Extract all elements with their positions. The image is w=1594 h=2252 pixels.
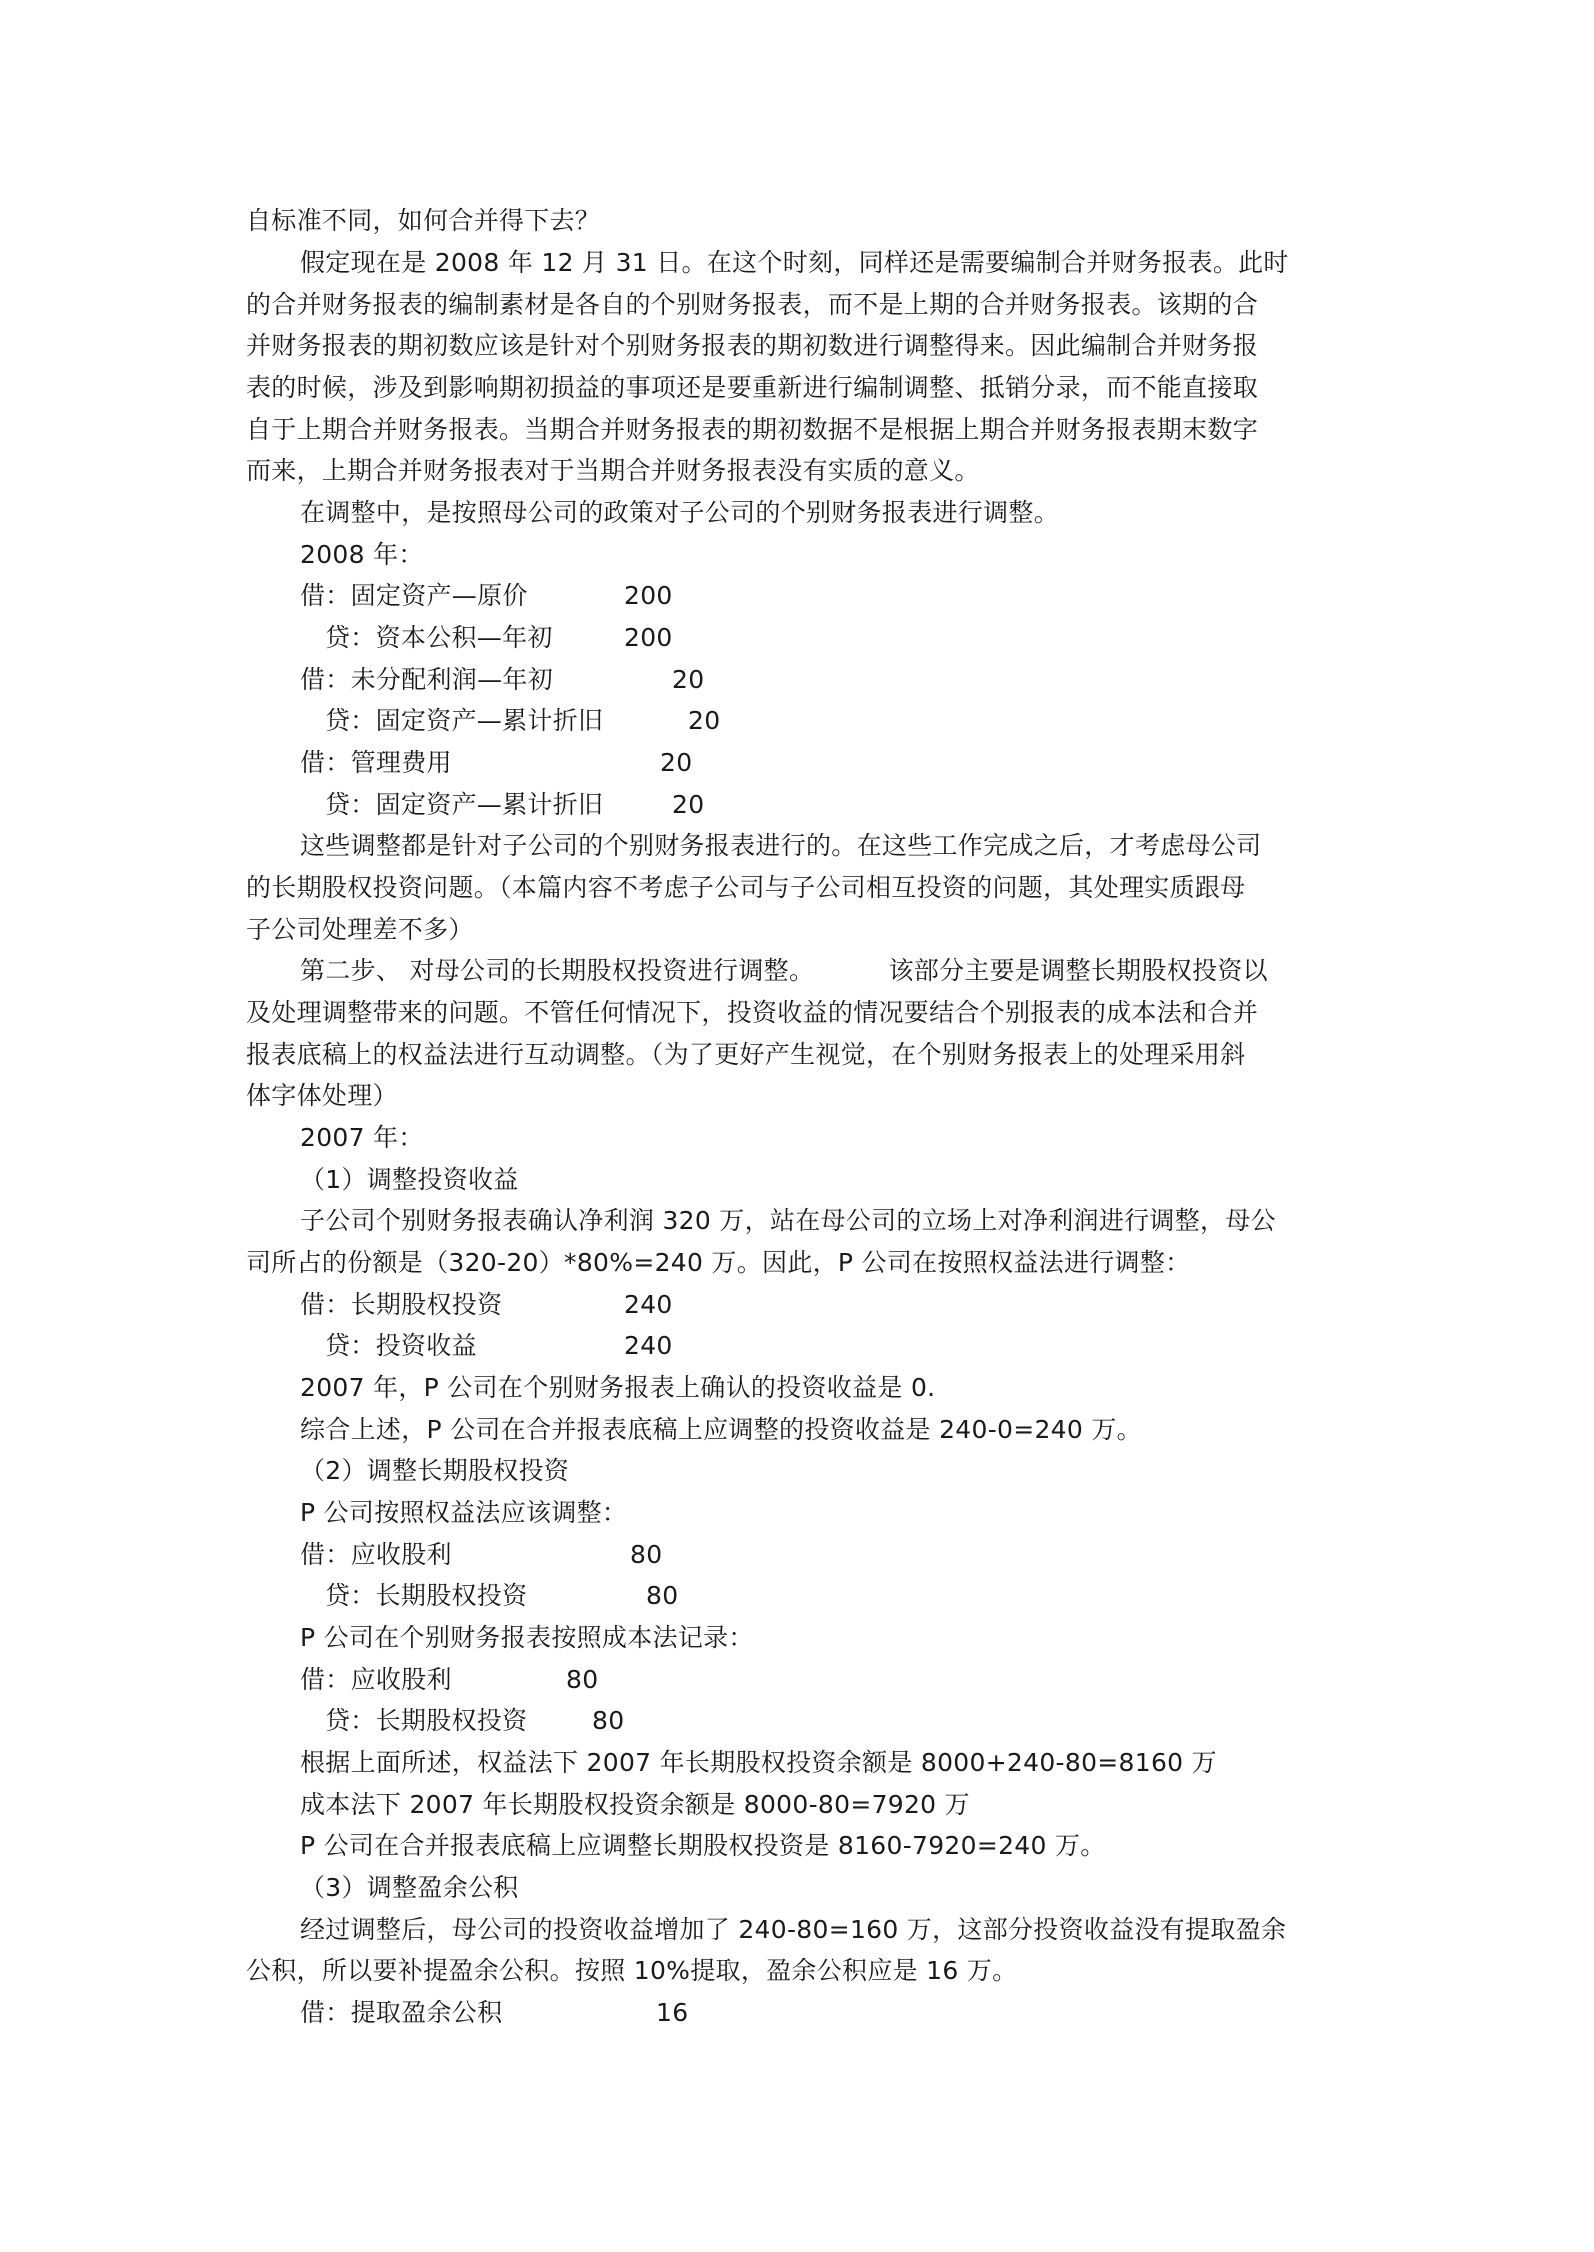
- text-line: 及处理调整带来的问题。不管任何情况下，投资收益的情况要结合个别报表的成本法和合并: [246, 998, 1259, 1027]
- text-line: 自标准不同，如何合并得下去？: [246, 206, 601, 235]
- journal-entry-amount: 20: [688, 706, 721, 735]
- text-line: 体字体处理）: [246, 1081, 398, 1110]
- journal-entry-amount: 20: [672, 665, 705, 694]
- journal-entry-amount: 80: [646, 1581, 679, 1610]
- journal-entry-amount: 200: [624, 581, 673, 610]
- text-line: 综合上述，P 公司在合并报表底稿上应调整的投资收益是 240-0=240 万。: [300, 1415, 1142, 1444]
- text-line: 表的时候，涉及到影响期初损益的事项还是要重新进行编制调整、抵销分录，而不能直接取: [246, 373, 1259, 402]
- journal-entry-amount: 200: [624, 623, 673, 652]
- journal-entry-label: 借：应收股利: [300, 1540, 452, 1569]
- text-line: 子公司个别财务报表确认净利润 320 万，站在母公司的立场上对净利润进行调整，母公: [300, 1206, 1276, 1235]
- journal-entry-label: 贷：投资收益: [325, 1331, 477, 1360]
- journal-entry-label: 贷：固定资产—累计折旧: [325, 790, 604, 819]
- section-heading: （3）调整盈余公积: [300, 1873, 519, 1902]
- text-line: 在调整中，是按照母公司的政策对子公司的个别财务报表进行调整。: [300, 498, 1060, 527]
- section-heading: （2）调整长期股权投资: [300, 1456, 570, 1485]
- text-line: 的合并财务报表的编制素材是各自的个别财务报表，而不是上期的合并财务报表。该期的合: [246, 290, 1259, 319]
- journal-entry-amount: 20: [660, 748, 693, 777]
- journal-entry-amount: 80: [592, 1706, 625, 1735]
- journal-entry-amount: 80: [566, 1665, 599, 1694]
- text-line: P 公司按照权益法应该调整：: [300, 1498, 628, 1527]
- journal-entry-label: 借：提取盈余公积: [300, 1998, 503, 2027]
- text-line: 假定现在是 2008 年 12 月 31 日。在这个时刻，同样还是需要编制合并财务报表。此时: [300, 248, 1289, 277]
- text-line: 并财务报表的期初数应该是针对个别财务报表的期初数进行调整得来。因此编制合并财务报: [246, 331, 1259, 360]
- journal-entry-amount: 80: [630, 1540, 663, 1569]
- text-line: P 公司在合并报表底稿上应调整长期股权投资是 8160-7920=240 万。: [300, 1831, 1106, 1860]
- text-line: 经过调整后，母公司的投资收益增加了 240-80=160 万，这部分投资收益没有提取盈余: [300, 1915, 1287, 1944]
- journal-entry-label: 借：固定资产—原价: [300, 581, 528, 610]
- year-heading: 2007 年：: [300, 1123, 424, 1152]
- text-line: P 公司在个别财务报表按照成本法记录：: [300, 1623, 754, 1652]
- text-line: 自于上期合并财务报表。当期合并财务报表的期初数据不是根据上期合并财务报表期末数字: [246, 415, 1259, 444]
- text-line: 司所占的份额是（320-20）*80%=240 万。因此，P 公司在按照权益法进行调整：: [246, 1248, 1191, 1277]
- text-line: 根据上面所述，权益法下 2007 年长期股权投资余额是 8000+240-80=8160 万: [300, 1748, 1217, 1777]
- text-line: 成本法下 2007 年长期股权投资余额是 8000-80=7920 万: [300, 1790, 970, 1819]
- journal-entry-label: 借：未分配利润—年初: [300, 665, 554, 694]
- text-line: 的长期股权投资问题。（本篇内容不考虑子公司与子公司相互投资的问题，其处理实质跟母: [246, 873, 1246, 902]
- journal-entry-label: 借：长期股权投资: [300, 1290, 503, 1319]
- journal-entry-label: 贷：固定资产—累计折旧: [325, 706, 604, 735]
- section-heading: （1）调整投资收益: [300, 1165, 519, 1194]
- journal-entry-label: 借：应收股利: [300, 1665, 452, 1694]
- text-line: 这些调整都是针对子公司的个别财务报表进行的。在这些工作完成之后，才考虑母公司: [300, 831, 1262, 860]
- journal-entry-label: 贷：长期股权投资: [325, 1706, 528, 1735]
- journal-entry-label: 贷：长期股权投资: [325, 1581, 528, 1610]
- text-line: 2007 年，P 公司在个别财务报表上确认的投资收益是 0.: [300, 1373, 936, 1402]
- journal-entry-label: 借：管理费用: [300, 748, 452, 777]
- journal-entry-amount: 240: [624, 1290, 673, 1319]
- journal-entry-label: 贷：资本公积—年初: [325, 623, 553, 652]
- journal-entry-amount: 20: [672, 790, 705, 819]
- text-line: 第二步、 对母公司的长期股权投资进行调整。 该部分主要是调整长期股权投资以: [300, 956, 1268, 985]
- year-heading: 2008 年：: [300, 540, 424, 569]
- text-line: 子公司处理差不多）: [246, 915, 474, 944]
- text-line: 公积，所以要补提盈余公积。按照 10%提取，盈余公积应是 16 万。: [246, 1956, 1018, 1985]
- journal-entry-amount: 16: [656, 1998, 689, 2027]
- text-line: 而来，上期合并财务报表对于当期合并财务报表没有实质的意义。: [246, 456, 980, 485]
- journal-entry-amount: 240: [624, 1331, 673, 1360]
- text-line: 报表底稿上的权益法进行互动调整。（为了更好产生视觉，在个别财务报表上的处理采用斜: [246, 1040, 1246, 1069]
